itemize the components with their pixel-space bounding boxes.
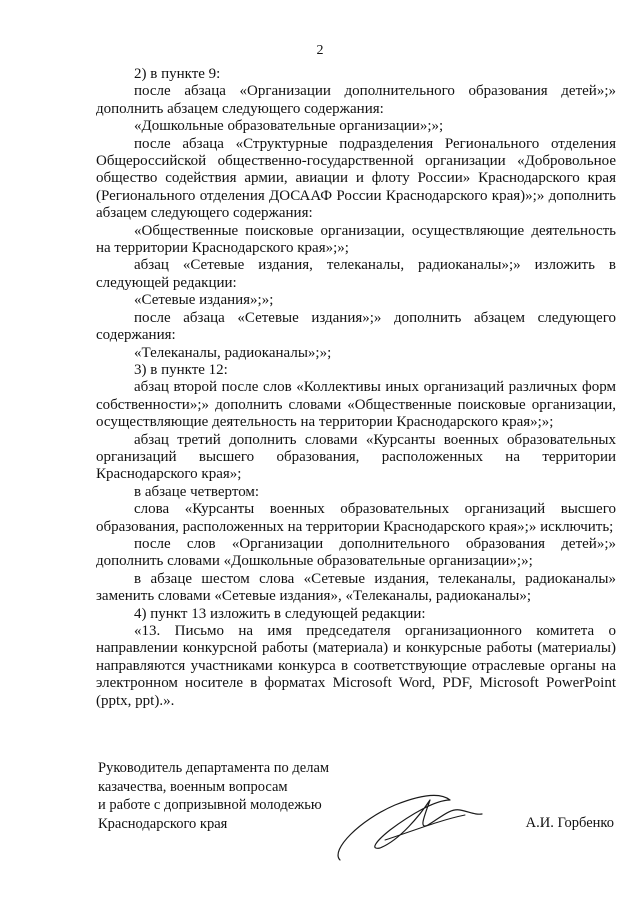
paragraph: «Общественные поисковые организации, осуществляющие деятельность на территории Краснодарского края»;»; (96, 222, 616, 257)
handwritten-signature (300, 770, 485, 870)
paragraph: в абзаце четвертом: (134, 483, 260, 500)
paragraph: абзац второй после слов «Коллективы иных организаций различных форм собственности»;» дополнить словами «Общественные поисковые организации, осуществляющие деятельность на территории Краснодарского края»;»; (96, 379, 616, 431)
signatory-title-line: и работе с допризывной молодежью (98, 797, 322, 813)
signatory-title-line: Руководитель департамента по делам (98, 760, 330, 776)
paragraph: слова «Курсанты военных образовательных организаций высшего образования, расположенных на территории Краснодарского края»;» исключить; (96, 501, 616, 535)
paragraph: абзац третий дополнить словами «Курсанты военных образовательных организаций высшего образования, расположенных на территории Краснодарского края»; (96, 431, 616, 483)
document-body (96, 66, 616, 710)
paragraph: «Дошкольные образовательные организации»;»; (134, 118, 444, 135)
paragraph: «Телеканалы, радиоканалы»;»; (134, 344, 332, 361)
paragraph: «13. Письмо на имя председателя организационного комитета о направлении конкурсной работы (материала) и конкурсные работы (материалы) направляются участниками конкурса в соответствующие отраслевые органы на электронном носителе в форматах Microsoft Word, PDF, Microsoft PowerPoint (pptx, ppt).». (96, 623, 616, 709)
paragraph: после абзаца «Организации дополнительного образования детей»;» дополнить абзацем следующего содержания: (96, 83, 616, 117)
paragraph: 4) пункт 13 изложить в следующей редакции: (134, 605, 426, 622)
paragraph: «Сетевые издания»;»; (134, 292, 274, 309)
paragraph: после абзаца «Структурные подразделения Регионального отделения Общероссийской общественно-государственной организации «Добровольное общество содействия армии, авиации и флоту России» Краснодарского края (Регионального отделения ДОСААФ России Краснодарского края)»;» дополнить абзацем следующего содержания: (96, 135, 616, 222)
paragraph: 2) в пункте 9: (134, 66, 221, 82)
signatory-title-line: Краснодарского края (98, 815, 228, 832)
paragraph: после абзаца «Сетевые издания»;» дополнить абзацем следующего содержания: (96, 309, 616, 344)
signatory-name: А.И. Горбенко (525, 815, 614, 831)
paragraph: абзац «Сетевые издания, телеканалы, радиоканалы»;» изложить в следующей редакции: (96, 257, 616, 291)
signatory-title (98, 759, 329, 833)
signatory-title-line: казачества, военным вопросам (98, 778, 288, 795)
paragraph: после слов «Организации дополнительного образования детей»;» дополнить словами «Дошкольные образовательные организации»;»; (96, 535, 616, 570)
page-number: 2 (316, 43, 324, 58)
paragraph: в абзаце шестом слова «Сетевые издания, телеканалы, радиоканалы» заменить словами «Сетевые издания», «Телеканалы, радиоканалы»; (96, 570, 616, 605)
paragraph: 3) в пункте 12: (134, 361, 228, 378)
